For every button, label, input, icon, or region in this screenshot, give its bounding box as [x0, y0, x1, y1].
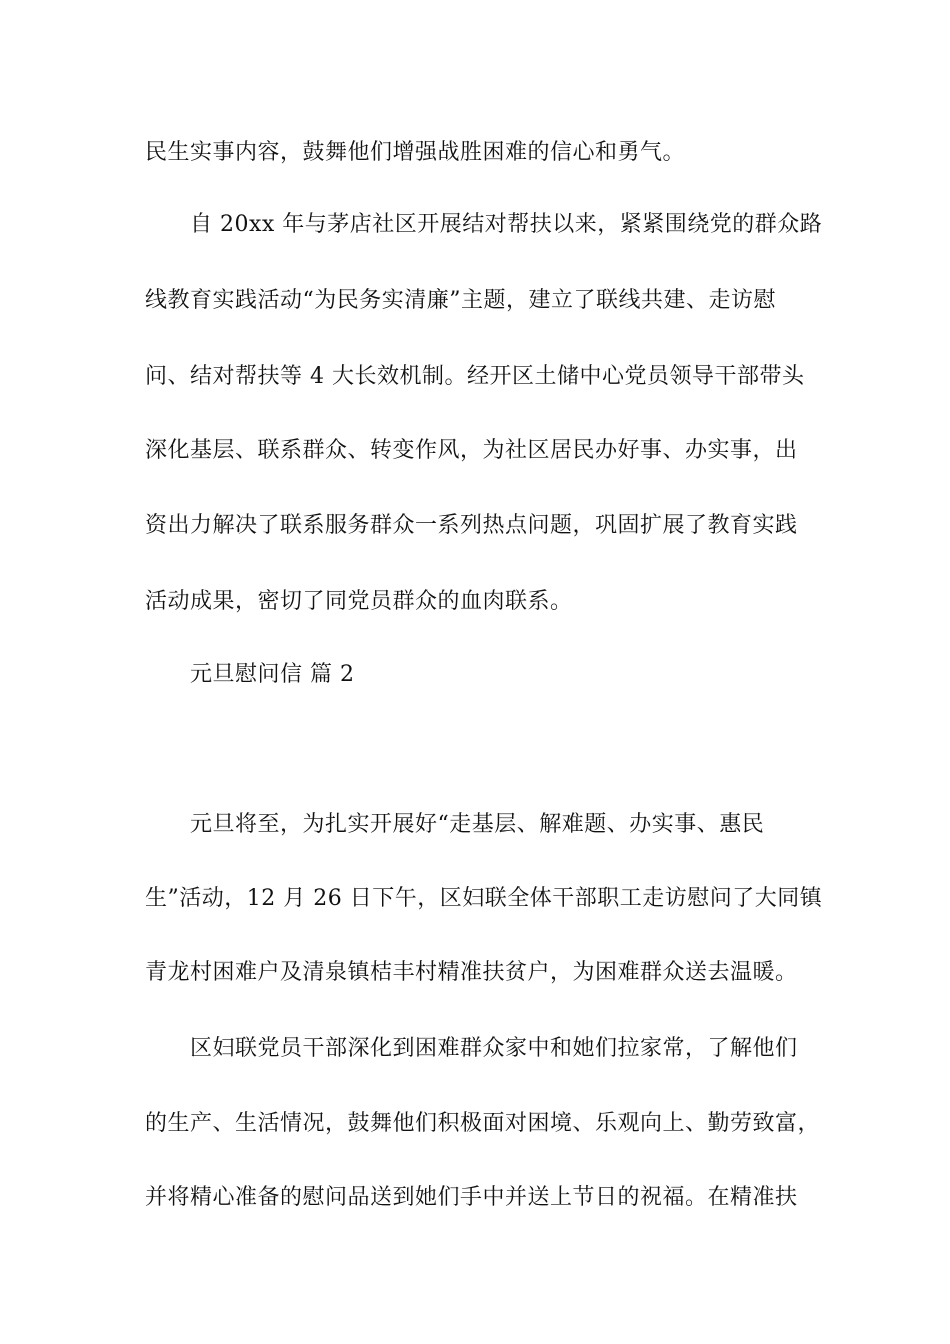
paragraph-line: 青龙村困难户及清泉镇桔丰村精准扶贫户，为困难群众送去温暖。	[145, 960, 798, 985]
paragraph-line: 区妇联党员干部深化到困难群众家中和她们拉家常，了解他们	[190, 1036, 798, 1061]
paragraph-line: 并将精心准备的慰问品送到她们手中并送上节日的祝福。在精准扶	[145, 1185, 798, 1210]
paragraph-line: 深化基层、联系群众、转变作风，为社区居民办好事、办实事，出	[145, 438, 798, 463]
section-heading: 元旦慰问信 篇 2	[190, 662, 355, 687]
paragraph-line: 活动成果，密切了同党员群众的血肉联系。	[145, 589, 573, 614]
paragraph-line: 民生实事内容，鼓舞他们增强战胜困难的信心和勇气。	[145, 140, 686, 165]
paragraph-line: 线教育实践活动“为民务实清廉”主题，建立了联线共建、走访慰	[145, 288, 776, 313]
paragraph-line: 资出力解决了联系服务群众一系列热点问题，巩固扩展了教育实践	[145, 513, 798, 538]
paragraph-line: 元旦将至，为扎实开展好“走基层、解难题、办实事、惠民	[190, 812, 765, 837]
paragraph-line: 生”活动，12 月 26 日下午，区妇联全体干部职工走访慰问了大同镇	[145, 886, 823, 911]
paragraph-line: 的生产、生活情况，鼓舞他们积极面对困境、乐观向上、勤劳致富，	[145, 1111, 821, 1136]
paragraph-line: 自 20xx 年与茅店社区开展结对帮扶以来，紧紧围绕党的群众路	[190, 212, 823, 237]
paragraph-line: 问、结对帮扶等 4 大长效机制。经开区土储中心党员领导干部带头	[145, 364, 805, 389]
